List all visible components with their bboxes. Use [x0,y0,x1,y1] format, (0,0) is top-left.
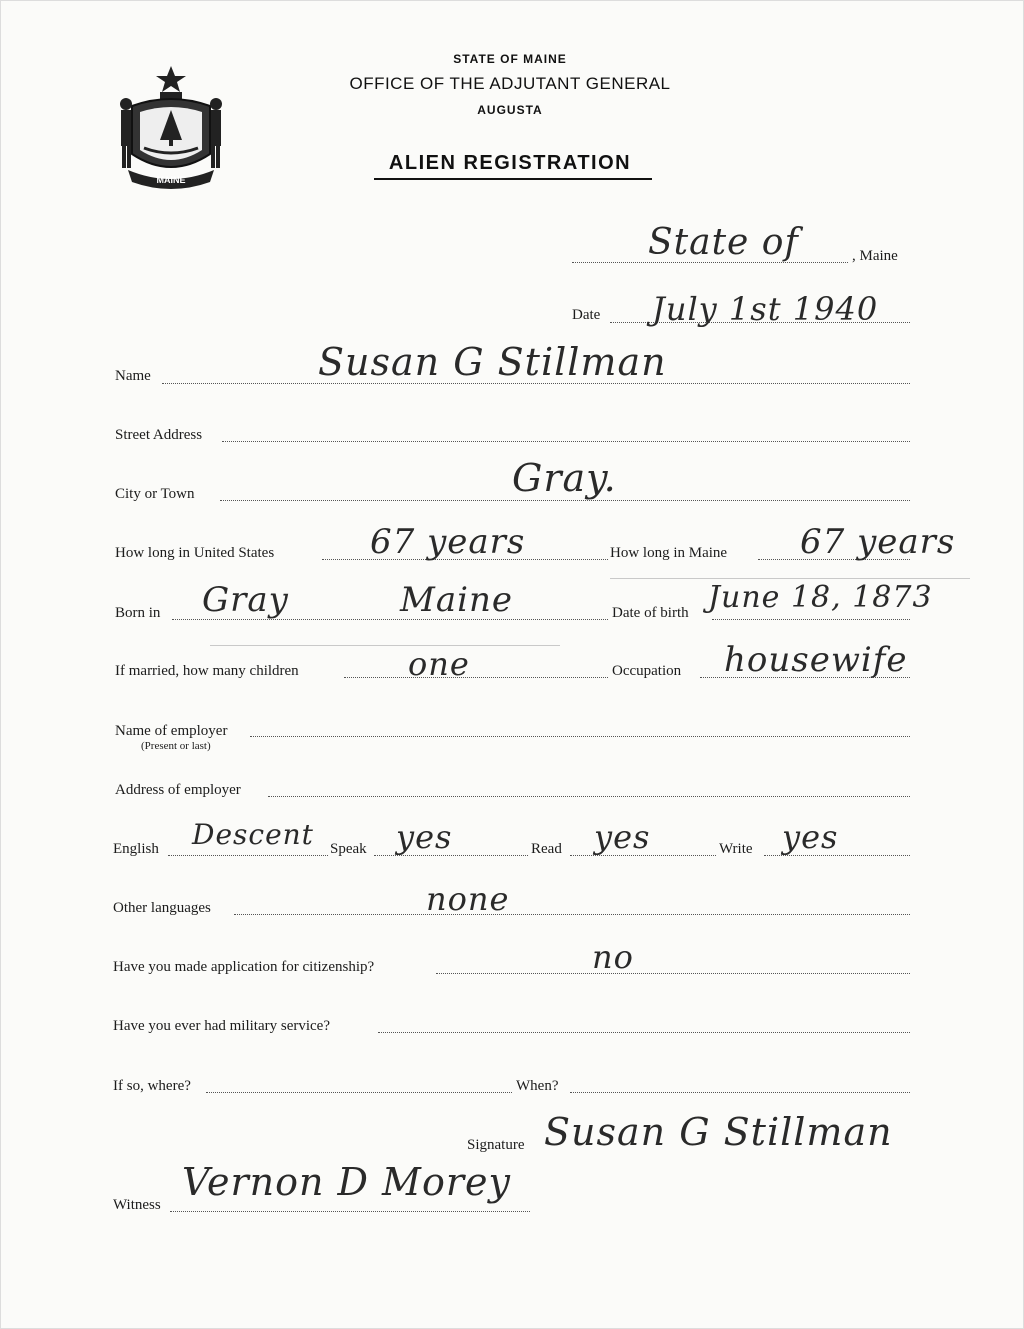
state-suffix-label: , Maine [852,248,898,264]
title-underline [374,178,652,180]
smudge-line [610,578,970,579]
form-title: ALIEN REGISTRATION [388,152,632,174]
english-label: English [113,841,159,857]
citizenship-line [436,973,910,974]
employer-label: Name of employer [115,723,228,739]
english-value: Descent [192,818,314,851]
office-heading: OFFICE OF THE ADJUTANT GENERAL [349,74,671,93]
smudge-line-2 [210,645,560,646]
occupation-label: Occupation [612,663,682,679]
write-label: Write [719,841,753,857]
signature-label: Signature [467,1137,525,1153]
read-value: yes [594,818,651,856]
employer-address-line [268,796,910,797]
birthplace-label: Born in [115,605,161,621]
children-value: one [408,645,470,683]
read-label: Read [531,841,562,857]
children-label: If married, how many children [115,663,299,679]
citizenship-label: Have you made application for citizenship? [113,959,375,975]
military-line [378,1032,910,1033]
employer-address-label: Address of employer [115,782,241,798]
witness-value: Vernon D Morey [182,1160,511,1204]
write-value: yes [782,818,839,856]
maine-state-seal-icon [112,62,230,192]
other-languages-value: none [426,880,510,918]
name-value: Susan G Stillman [318,340,667,384]
other-languages-label: Other languages [113,900,211,916]
maine-duration-label: How long in Maine [610,545,728,561]
us-duration-value: 67 years [370,522,526,562]
date-value: July 1st 1940 [652,290,879,328]
name-label: Name [115,368,151,384]
seal-banner-text: MAINE [156,175,186,185]
witness-label: Witness [113,1197,161,1213]
birthplace-town-value: Gray [202,580,289,620]
where-line [206,1092,512,1093]
date-of-birth-value: June 18, 1873 [708,580,933,615]
date-of-birth-line [712,619,910,620]
employer-sublabel: (Present or last) [141,740,211,752]
employer-line [250,736,910,737]
city-label: City or Town [115,486,195,502]
state-value: State of [648,222,799,263]
date-of-birth-label: Date of birth [612,605,689,621]
where-label: If so, where? [113,1078,191,1094]
city-value: Gray. [512,456,617,500]
signature-value: Susan G Stillman [544,1110,893,1154]
witness-line [170,1211,530,1212]
speak-label: Speak [330,841,367,857]
occupation-value: housewife [724,640,908,680]
other-languages-line [234,914,910,915]
citizenship-value: no [592,938,634,976]
when-label: When? [516,1078,559,1094]
street-address-label: Street Address [115,427,203,443]
birthplace-state-value: Maine [400,580,513,620]
date-label: Date [572,307,601,323]
maine-duration-value: 67 years [800,522,956,562]
english-line [168,855,328,856]
city-line [220,500,910,501]
street-address-line [222,441,910,442]
us-duration-label: How long in United States [115,545,275,561]
state-heading: STATE OF MAINE [453,52,567,66]
speak-value: yes [396,818,453,856]
children-line [344,677,608,678]
military-label: Have you ever had military service? [113,1018,330,1034]
city-heading: AUGUSTA [477,103,543,117]
when-line [570,1092,910,1093]
